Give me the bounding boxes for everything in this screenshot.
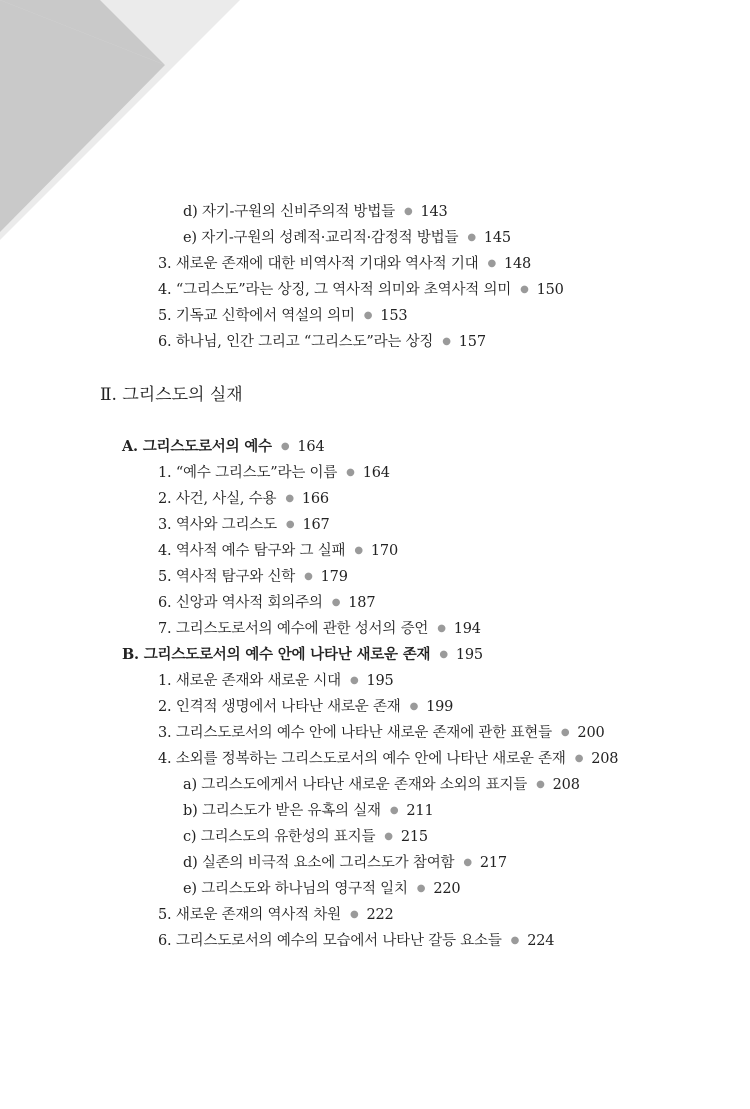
toc-entry-title: 1. “예수 그리스도”라는 이름 xyxy=(158,465,338,481)
toc-entry xyxy=(158,905,394,925)
toc-entry xyxy=(183,801,433,821)
toc-entry xyxy=(183,879,460,899)
toc-entry-title: 5. 기독교 신학에서 역설의 의미 xyxy=(158,308,355,324)
toc-entry-title: B. 그리스도로서의 예수 안에 나타난 새로운 존재 xyxy=(122,646,431,663)
toc-entry-page: 179 xyxy=(320,569,348,585)
toc-entry-page: 199 xyxy=(426,699,454,715)
toc-entry xyxy=(158,749,618,769)
bullet-icon: ● xyxy=(442,336,451,347)
toc-entry-page: 200 xyxy=(577,725,605,741)
toc-entry-page: 208 xyxy=(591,751,619,767)
bullet-icon: ● xyxy=(409,701,419,712)
toc-entry xyxy=(158,723,605,743)
toc-entry-title: 4. “그리스도”라는 상징, 그 역사적 의미와 초역사적 의미 xyxy=(158,282,512,298)
toc-entry-page: 211 xyxy=(406,803,434,819)
toc-entry-page: 148 xyxy=(503,256,532,272)
toc-entry-title: 7. 그리스도로서의 예수에 관한 성서의 증언 xyxy=(158,621,429,637)
bullet-icon: ● xyxy=(574,753,584,764)
toc-entry-page: 145 xyxy=(483,230,511,246)
toc-entry-page: 215 xyxy=(400,829,428,845)
toc-entry-title: e) 자기-구원의 성례적·교리적·감정적 방법들 xyxy=(183,230,459,246)
bullet-icon: ● xyxy=(304,571,313,582)
toc-entry xyxy=(183,202,448,222)
toc-entry-title: 5. 역사적 탐구와 신학 xyxy=(158,569,296,585)
toc-entry xyxy=(158,567,348,587)
toc-entry-page: 217 xyxy=(479,855,507,871)
toc-entry-title: 2. 인격적 생명에서 나타난 새로운 존재 xyxy=(158,699,401,715)
toc-entry-page: 157 xyxy=(458,334,486,350)
toc-entry xyxy=(158,332,486,352)
bullet-icon: ● xyxy=(280,441,290,452)
toc-entry-title: 6. 하나님, 인간 그리고 “그리스도”라는 상징 xyxy=(158,334,434,350)
toc-entry-title: e) 그리스도와 하나님의 영구적 일치 xyxy=(183,881,408,897)
toc-entry-page: 195 xyxy=(366,673,394,689)
toc-entry-page: 153 xyxy=(380,308,408,324)
bullet-icon: ● xyxy=(285,493,294,504)
toc-entry-page: 164 xyxy=(297,439,325,455)
toc-entry-title: d) 실존의 비극적 요소에 그리스도가 참여함 xyxy=(183,855,455,871)
bullet-icon: ● xyxy=(389,805,399,816)
bullet-icon: ● xyxy=(285,519,295,530)
bullet-icon: ● xyxy=(536,779,545,790)
bullet-icon: ● xyxy=(416,883,426,894)
bullet-icon: ● xyxy=(403,206,413,217)
toc-entry xyxy=(158,280,564,300)
toc-entry-page: 195 xyxy=(455,647,483,663)
bullet-icon: ● xyxy=(331,597,341,608)
toc-entry-title: c) 그리스도의 유한성의 표지들 xyxy=(183,829,376,845)
toc-entry-title: a) 그리스도에게서 나타난 새로운 존재와 소외의 표지들 xyxy=(183,777,528,793)
toc-entry-page: 208 xyxy=(552,777,580,793)
toc-entry xyxy=(158,515,330,535)
toc-entry-title: 3. 그리스도로서의 예수 안에 나타난 새로운 존재에 관한 표현들 xyxy=(158,725,552,741)
toc-entry-page: 187 xyxy=(348,595,376,611)
toc-entry-title: d) 자기-구원의 신비주의적 방법들 xyxy=(183,204,395,220)
bullet-icon: ● xyxy=(560,727,570,738)
toc-entry xyxy=(158,541,398,561)
bullet-icon: ● xyxy=(437,623,446,634)
toc-entry-page: 166 xyxy=(301,491,329,507)
bullet-icon: ● xyxy=(349,909,359,920)
bullet-icon: ● xyxy=(346,467,355,478)
bullet-icon: ● xyxy=(520,284,529,295)
toc-entry-title: 4. 소외를 정복하는 그리스도로서의 예수 안에 나타난 새로운 존재 xyxy=(158,751,566,767)
toc-entry-page: 220 xyxy=(433,881,461,897)
toc-entry-title: 4. 역사적 예수 탐구와 그 실패 xyxy=(158,543,346,559)
toc-entry xyxy=(158,931,554,951)
toc-entry xyxy=(158,463,390,483)
toc-entry-page: 150 xyxy=(536,282,564,298)
bullet-icon: ● xyxy=(354,545,363,556)
section-heading xyxy=(122,645,483,665)
toc-entry xyxy=(183,827,428,847)
toc-entry-page: 222 xyxy=(366,907,394,923)
toc-entry-page: 170 xyxy=(370,543,398,559)
bullet-icon: ● xyxy=(467,232,476,243)
toc-entry xyxy=(183,853,507,873)
toc-entry xyxy=(158,254,531,274)
toc-entry xyxy=(158,619,481,639)
toc-entry-title: 2. 사건, 사실, 수용 xyxy=(158,491,277,507)
toc-entry-title: 5. 새로운 존재의 역사적 차원 xyxy=(158,907,341,923)
toc-entry-page: 224 xyxy=(527,933,555,949)
toc-entry xyxy=(183,228,511,248)
section-heading xyxy=(122,437,324,457)
toc-entry-title: 6. 그리스도로서의 예수의 모습에서 나타난 갈등 요소들 xyxy=(158,933,502,949)
toc-entry xyxy=(158,671,394,691)
toc-entry xyxy=(158,306,407,326)
toc-entry xyxy=(183,775,580,795)
bullet-icon: ● xyxy=(349,675,359,686)
toc-entry-page: 194 xyxy=(453,621,481,637)
toc-entry xyxy=(158,697,453,717)
bullet-icon: ● xyxy=(487,258,496,269)
toc-entry-title: 3. 역사와 그리스도 xyxy=(158,517,277,533)
toc-entry xyxy=(158,489,329,509)
bullet-icon: ● xyxy=(439,649,448,660)
bullet-icon: ● xyxy=(510,935,520,946)
toc-entry-title: 1. 새로운 존재와 새로운 시대 xyxy=(158,673,341,689)
toc-entry xyxy=(158,593,375,613)
toc-entry-title: 6. 신앙과 역사적 회의주의 xyxy=(158,595,323,611)
part-title: Ⅱ. 그리스도의 실재 xyxy=(100,385,243,405)
toc-entry-title: 3. 새로운 존재에 대한 비역사적 기대와 역사적 기대 xyxy=(158,256,479,272)
toc-entry-title: A. 그리스도로서의 예수 xyxy=(122,438,272,455)
bullet-icon: ● xyxy=(463,857,472,868)
toc-entry-page: 164 xyxy=(362,465,390,481)
bullet-icon: ● xyxy=(384,831,393,842)
toc-entry-page: 167 xyxy=(302,517,330,533)
bullet-icon: ● xyxy=(363,310,373,321)
toc-entry-title: b) 그리스도가 받은 유혹의 실재 xyxy=(183,803,381,819)
toc-entry-page: 143 xyxy=(420,204,448,220)
